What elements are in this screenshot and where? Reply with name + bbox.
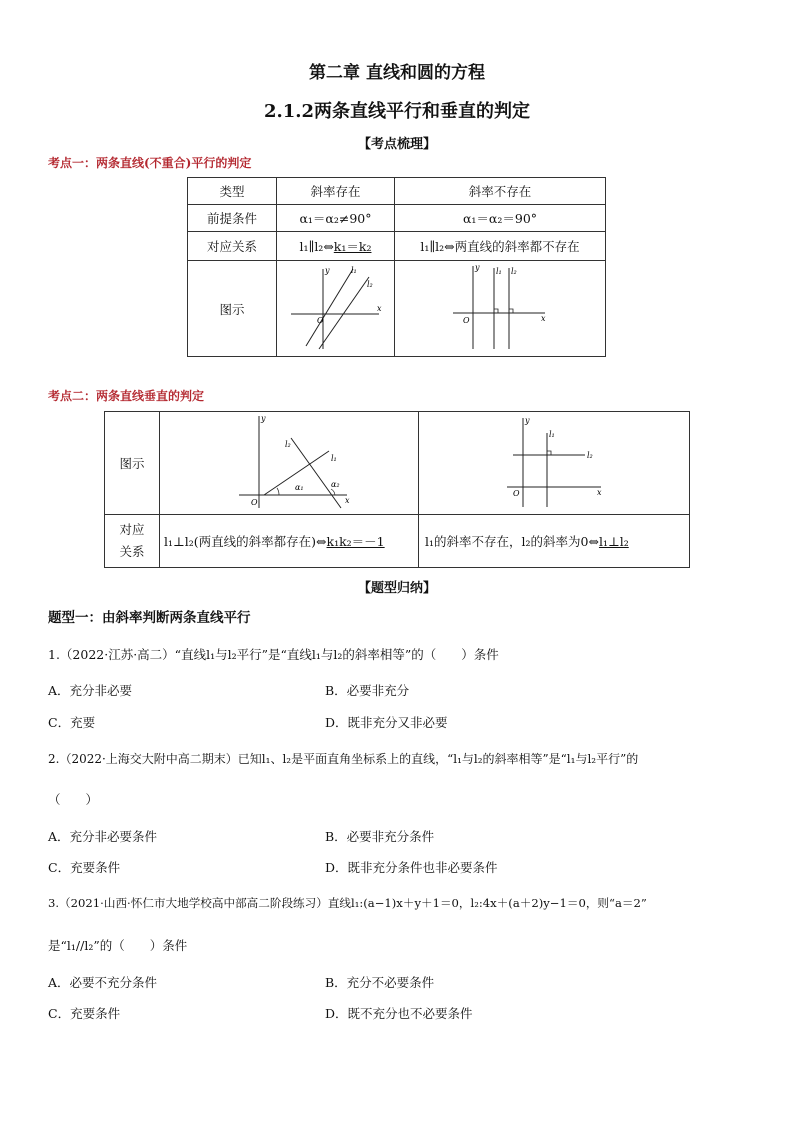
svg-text:O: O xyxy=(463,316,470,325)
svg-text:x: x xyxy=(597,487,602,497)
diagram-parallel-vertical xyxy=(395,261,606,357)
svg-text:y: y xyxy=(324,266,330,275)
kaodian-heading: 【考点梳理】 xyxy=(357,137,436,152)
svg-text:x: x xyxy=(345,495,350,505)
perpendicular-table xyxy=(104,411,690,568)
svg-text:l₁: l₁ xyxy=(549,429,555,439)
parallel-table xyxy=(187,177,606,357)
chapter-title: 第二章 直线和圆的方程 xyxy=(309,63,485,83)
diagram-perp-vertical xyxy=(419,412,690,515)
tixing-heading: 【题型归纳】 xyxy=(357,581,436,596)
perp-relation-slope: l₁⊥l₂(两直线的斜率都存在)⇔k₁k₂＝－1 xyxy=(160,515,419,568)
header-slope-exists: 斜率存在 xyxy=(277,178,395,205)
q3-option-d: D．既不充分也不必要条件 xyxy=(325,1006,473,1021)
section-title: 2.1.2两条直线平行和垂直的判定 xyxy=(263,101,531,122)
q3-option-b: B．充分不必要条件 xyxy=(325,975,435,990)
row2-rel-b: l₁∥l₂⇔两直线的斜率都不存在 xyxy=(395,232,606,261)
q1-option-b: B．必要非充分 xyxy=(325,683,410,698)
header-slope-not-exists: 斜率不存在 xyxy=(395,178,606,205)
svg-text:y: y xyxy=(525,415,530,425)
svg-text:α₁: α₁ xyxy=(295,482,304,492)
perp-relation-vertical: l₁的斜率不存在，l₂的斜率为0⇔l₁⊥l₂ xyxy=(419,515,690,568)
row3-label: 图示 xyxy=(188,261,277,357)
q2-stem: 2.（2022·上海交大附中高二期末）已知l₁、l₂是平面直角坐标系上的直线，“l₁与l₂的斜率相等”是“l₁与l₂平行”的 xyxy=(48,752,639,766)
svg-text:l₂: l₂ xyxy=(285,439,291,449)
q2-option-c: C．充要条件 xyxy=(48,860,121,875)
q3-option-c: C．充要条件 xyxy=(48,1006,121,1021)
svg-text:l₂: l₂ xyxy=(587,450,593,460)
q1-option-c: C．充要 xyxy=(48,715,96,730)
svg-text:l₁: l₁ xyxy=(331,453,337,463)
q1-option-d: D．既非充分又非必要 xyxy=(325,715,448,730)
q2-option-d: D．既非充分条件也非必要条件 xyxy=(325,860,498,875)
svg-text:O: O xyxy=(513,488,520,498)
svg-text:O: O xyxy=(316,316,324,325)
p2-row2-label: 对应 关系 xyxy=(105,515,160,568)
svg-text:l₂: l₂ xyxy=(511,267,517,276)
svg-text:x: x xyxy=(376,304,382,313)
q2-option-b: B．必要非充分条件 xyxy=(325,829,435,844)
row1-cond-a: α₁＝α₂≠90° xyxy=(277,205,395,232)
svg-text:y: y xyxy=(261,413,266,423)
q2-stem-cont: （ ） xyxy=(48,792,99,807)
svg-text:α₂: α₂ xyxy=(331,479,340,489)
svg-text:O: O xyxy=(251,497,258,507)
svg-text:l₂: l₂ xyxy=(366,280,373,289)
svg-text:y: y xyxy=(475,263,480,272)
q1-option-a: A．充分非必要 xyxy=(48,683,133,698)
point2-title: 考点二：两条直线垂直的判定 xyxy=(48,389,205,403)
row1-label: 前提条件 xyxy=(188,205,277,232)
q3-option-a: A．必要不充分条件 xyxy=(48,975,158,990)
row2-label: 对应关系 xyxy=(188,232,277,261)
row1-cond-b: α₁＝α₂＝90° xyxy=(395,205,606,232)
svg-text:l₁: l₁ xyxy=(496,267,502,276)
row2-rel-a: l₁∥l₂⇔k₁＝k₂ xyxy=(277,232,395,261)
q3-stem: 3.（2021·山西·怀仁市大地学校高中部高二阶段练习）直线l₁:(a−1)x＋y＋1＝0，l₂:4x＋(a＋2)y−1＝0，则“a＝2” xyxy=(48,896,647,910)
svg-text:l₁: l₁ xyxy=(350,266,357,275)
diagram-perp-slope xyxy=(160,412,419,515)
point1-title: 考点一：两条直线(不重合)平行的判定 xyxy=(48,156,252,170)
p2-row1-label: 图示 xyxy=(105,412,160,515)
header-type: 类型 xyxy=(188,178,277,205)
svg-text:x: x xyxy=(541,314,546,323)
q3-stem-cont: 是“l₁//l₂”的（ ）条件 xyxy=(48,938,188,953)
q1-stem: 1.（2022·江苏·高二）“直线l₁与l₂平行”是“直线l₁与l₂的斜率相等”的（ ）条件 xyxy=(48,647,499,662)
type1-title: 题型一：由斜率判断两条直线平行 xyxy=(48,610,251,626)
diagram-parallel-slope xyxy=(277,261,395,357)
q2-option-a: A．充分非必要条件 xyxy=(48,829,158,844)
